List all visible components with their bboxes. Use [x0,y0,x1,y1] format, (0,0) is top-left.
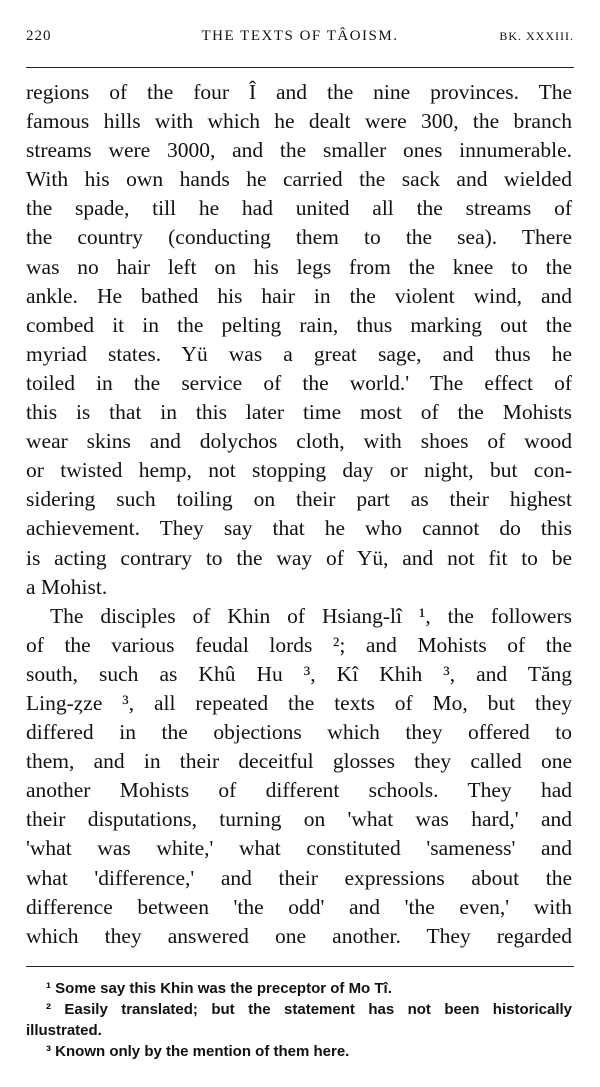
text-line: sidering such toiling on their part as their highest [26,487,572,512]
running-title: THE TEXTS OF TÂOISM. [201,28,399,44]
text-line: of the various feudal lords ²; and Mohists of the [26,632,572,657]
text-line: toiled in the service of the world.' The effect of [26,370,572,395]
book-label: BK. XXXIII. [499,29,574,43]
text-line: is acting contrary to the way of Yü, and not fit to be [26,545,572,570]
footnote-2-continued: illustrated. [26,1022,102,1039]
footnote-1: ¹ Some say this Khin was the preceptor of Mo Tî. [46,980,392,997]
text-line: streams were 3000, and the smaller ones innumerable. [26,138,572,163]
footnote-rule [26,966,574,967]
footnotes [26,978,572,1062]
text-line: The disciples of Khin of Hsiang-lî ¹, the followers [50,603,572,628]
text-line: their disputations, turning on 'what was hard,' and [26,807,572,832]
text-line: famous hills with which he dealt were 300, the branch [26,109,572,134]
running-header [26,28,574,52]
text-line: south, such as Khû Hu ³, Kî Khih ³, and Tăng [26,661,572,686]
footnote-3: ³ Known only by the mention of them here. [46,1043,350,1060]
text-line: difference between 'the odd' and 'the even,' with [26,894,572,919]
text-line: the spade, till he had united all the streams of [26,196,572,221]
footnote-2: ² Easily translated; but the statement has not been historically [46,1001,572,1018]
text-line: Ling-ȥze ³, all repeated the texts of Mo, but they [26,690,572,715]
text-line: combed it in the pelting rain, thus marking out the [26,312,572,337]
text-line: the country (conducting them to the sea). There [26,225,572,250]
text-line: wear skins and dolychos cloth, with shoes of wood [26,429,572,454]
text-line: achievement. They say that he who cannot do this [26,516,572,541]
text-line: what 'difference,' and their expressions about the [26,865,572,890]
text-line: another Mohists of different schools. They had [26,778,572,803]
text-line: which they answered one another. They regarded [26,923,572,948]
text-line: them, and in their deceitful glosses they called one [26,749,572,774]
main-text [26,78,572,951]
text-line: myriad states. Yü was a great sage, and thus he [26,341,572,366]
text-line: 'what was white,' what constituted 'sameness' and [26,836,572,861]
page-number: 220 [26,28,52,44]
text-line: was no hair left on his legs from the knee to the [26,254,572,279]
text-line: differed in the objections which they offered to [26,720,572,745]
header-rule [26,67,574,68]
text-line: regions of the four Î and the nine provinces. The [26,80,572,104]
text-line: With his own hands he carried the sack and wielded [26,167,572,192]
text-line: a Mohist. [26,574,108,599]
text-line: or twisted hemp, not stopping day or night, but con- [26,458,572,483]
text-line: ankle. He bathed his hair in the violent wind, and [26,283,572,308]
text-line: this is that in this later time most of the Mohists [26,400,572,425]
